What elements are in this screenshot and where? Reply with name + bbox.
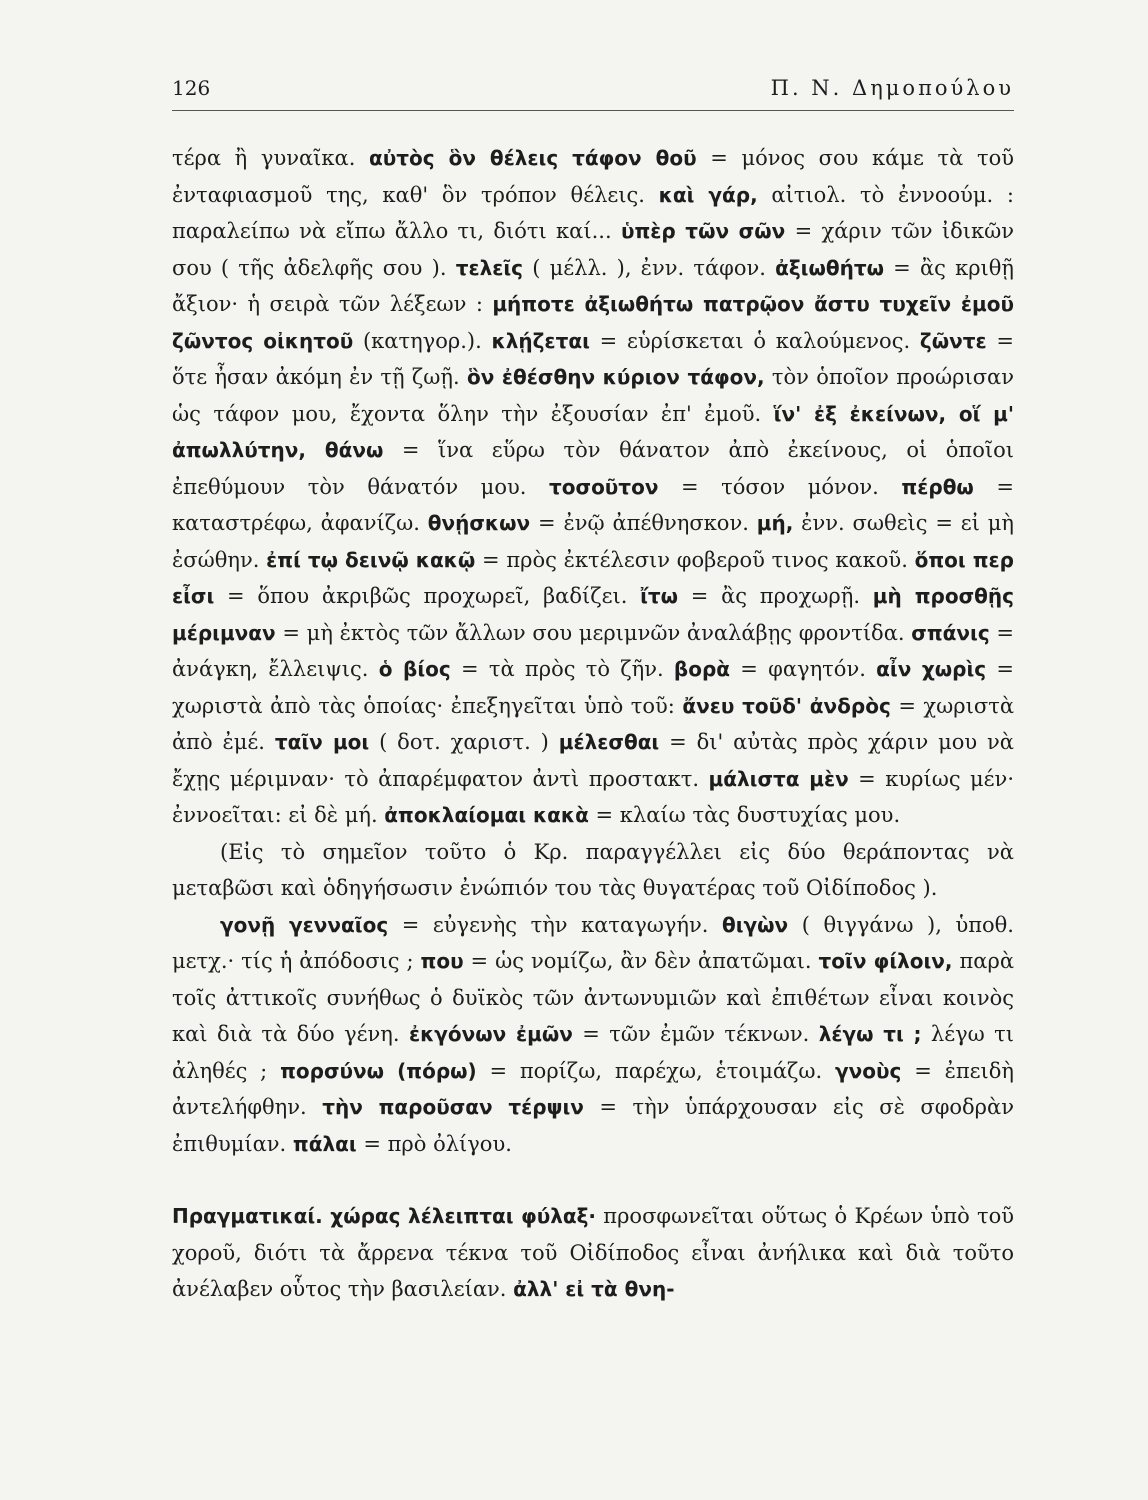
gloss-text: ( δοτ. χαριστ. )	[369, 730, 559, 754]
gloss-text: ἐνν. σωθεὶς = εἰ μὴ ἐσώθην.	[172, 511, 1014, 572]
lemma-term: τὴν παροῦσαν τέρψιν	[322, 1095, 584, 1119]
lemma-term: τοσοῦτον	[548, 474, 659, 499]
gloss-text: = πορίζω, παρέχω, ἑτοιμάζω.	[476, 1058, 836, 1083]
lemma-term: πάλαι	[292, 1131, 357, 1156]
gloss-text: = τὴν ὑπάρχουσαν εἰς σὲ σφοδρὰν ἐπιθυμίαν.	[172, 1095, 1014, 1156]
gloss-text: = ἂς κριθῇ ἄξιον· ἡ σειρὰ τῶν λέξεων :	[172, 255, 1015, 316]
gloss-text: = τῶν ἐμῶν τέκνων.	[572, 1022, 819, 1046]
lemma-term: βορὰ	[673, 657, 731, 681]
section-paragraph	[172, 1198, 1014, 1308]
gloss-text: = φαγητόν.	[730, 657, 877, 681]
lemma-term: ἀξιωθήτω	[775, 255, 884, 280]
lemma-term: ἀλλ' εἰ τὰ θνη-	[513, 1277, 675, 1301]
gloss-text: προσφωνεῖται οὕτως ὁ Κρέων ὑπὸ τοῦ χοροῦ, διότι τὰ ἄρρενα τέκνα τοῦ Οἰδίποδος εἶναι ἀνήλικα καὶ διὰ τοῦτο ἀνέλαβεν οὗτος τὴν βασιλείαν.	[172, 1204, 1014, 1301]
gloss-text: παρὰ τοῖς ἀττικοῖς συνήθως ὁ δυϊκὸς τῶν ἀντωνυμιῶν καὶ ἐπιθέτων εἶναι κοινὸς καὶ διὰ τὰ δύο γένη.	[172, 949, 1014, 1046]
lemma-term: μή,	[756, 511, 794, 535]
gloss-text: = ἐνῷ ἀπέθνησκον.	[530, 511, 757, 535]
gloss-text: ( θιγγάνω ), ὑποθ. μετχ.· τίς ἡ ἀπόδοσις ;	[172, 912, 1014, 973]
gloss-text: αἰτιολ. τὸ ἐννοούμ. : παραλείπω νὰ εἴπω ἄλλο τι, διότι καί...	[172, 182, 1014, 243]
body-text	[172, 140, 1014, 1308]
gloss-text: τέρα ἢ γυναῖκα.	[172, 146, 370, 170]
lemma-term: γνοὺς	[835, 1058, 902, 1083]
gloss-text: = ὡς νομίζω, ἂν δὲν ἀπατῶμαι.	[463, 949, 819, 973]
lemma-term: ἄνευ τοῦδ' ἀνδρὸς	[682, 693, 891, 718]
gloss-text: = μὴ ἐκτὸς τῶν ἄλλων σου μεριμνῶν ἀναλάβῃς φροντίδα.	[275, 620, 912, 645]
gloss-text: λέγω τι ἀληθές ;	[172, 1022, 1015, 1083]
lemma-term: μὴ προσθῇς μέριμναν	[172, 584, 1014, 645]
gloss-text: = ἀνάγκη, ἔλλειψις.	[172, 620, 1014, 681]
gloss-text: = δι' αὐτὰς πρὸς χάριν μου νὰ ἔχῃς μέριμναν· τὸ ἀπαρέμφατον ἀντὶ προστακτ.	[172, 730, 1014, 791]
lemma-term: κλῄζεται	[491, 328, 590, 353]
lemma-term: ἴτω	[640, 584, 679, 608]
lemma-term: γονῇ γενναῖος	[220, 912, 389, 937]
gloss-text: = εὑρίσκεται ὁ καλούμενος.	[589, 328, 920, 353]
lemma-term: θνῄσκων	[427, 511, 531, 535]
gloss-text: ( μέλλ. ), ἐνν. τάφον.	[523, 255, 776, 280]
lemma-term: τοῖν φίλοιν,	[818, 949, 953, 973]
gloss-text: = ἵνα εὕρω τὸν θάνατον ἀπὸ ἐκείνους, οἱ ὁποῖοι ἐπεθύμουν τὸν θάνατόν μου.	[172, 438, 1014, 499]
gloss-text: = χωριστὰ ἀπὸ ἐμέ.	[172, 693, 1014, 754]
lemma-term: που	[420, 949, 464, 973]
gloss-text: = ὅπου ἀκριβῶς προχωρεῖ, βαδίζει.	[214, 584, 641, 608]
lemma-term: ἵν' ἐξ ἐκείνων, οἵ μ' ἀπωλλύτην, θάνω	[172, 401, 1014, 462]
running-title: Π. Ν. Δημοπούλου	[770, 76, 1014, 100]
gloss-text: = κυρίως μέν· ἐννοεῖται: εἰ δὲ μή.	[172, 766, 1015, 827]
lemma-term: αἶν χωρὶς	[876, 657, 987, 681]
lemma-term: ταῖν μοι	[274, 730, 370, 754]
lemma-term: μάλιστα μὲν	[708, 766, 849, 791]
gloss-text: = τὰ πρὸς τὸ ζῆν.	[450, 657, 674, 681]
lemma-term: αὐτὸς ὃν θέλεις τάφον θοῦ	[369, 146, 697, 170]
lemma-term: ὑπὲρ τῶν σῶν	[620, 219, 786, 243]
commentary-paragraph	[172, 907, 1014, 1163]
lemma-term: ἐκγόνων ἐμῶν	[408, 1022, 573, 1046]
commentary-paragraph	[172, 140, 1014, 834]
gloss-text: (Εἰς τὸ σημεῖον τοῦτο ὁ Κρ. παραγγέλλει εἰς δύο θεράποντας νὰ μεταβῶσι καὶ ὁδηγήσωσιν ἐνώπιόν του τὰς θυγατέρας τοῦ Οἰδίποδος ).	[172, 839, 1014, 900]
lemma-term: Πραγματικαί. χώρας λέλειπται φύλαξ·	[172, 1204, 597, 1228]
gloss-text: = τόσον μόνον.	[658, 474, 902, 499]
lemma-term: λέγω τι ;	[818, 1022, 922, 1046]
gloss-text: (κατηγορ.).	[353, 328, 492, 353]
gloss-text: = ὅτε ἦσαν ἀκόμη ἐν τῇ ζωῇ.	[172, 328, 1014, 389]
lemma-term: μέλεσθαι	[558, 730, 660, 754]
gloss-text: = κλαίω τὰς δυστυχίας μου.	[588, 803, 901, 827]
lemma-term: ὅποι περ εἶσι	[172, 547, 1014, 608]
gloss-text: = καταστρέφω, ἀφανίζω.	[172, 474, 1014, 535]
stage-note-paragraph	[172, 834, 1014, 907]
gloss-text: = χωριστὰ ἀπὸ τὰς ὁποίας· ἐπεξηγεῖται ὑπὸ τοῦ:	[172, 657, 1014, 718]
lemma-term: ζῶντε	[919, 328, 987, 353]
gloss-text: = ἂς προχωρῇ.	[678, 584, 873, 608]
lemma-term: καὶ γάρ,	[658, 182, 758, 207]
gloss-text: τὸν ὁποῖον προώρισαν ὡς τάφον μου, ἔχοντα ὅλην τὴν ἐξουσίαν ἐπ' ἐμοῦ.	[172, 365, 1015, 426]
lemma-term: ἐπί τῳ δεινῷ κακῷ	[266, 547, 476, 572]
lemma-term: σπάνις	[911, 620, 990, 645]
lemma-term: πορσύνω (πόρω)	[280, 1058, 477, 1083]
gloss-text: = χάριν τῶν ἰδικῶν σου ( τῆς ἀδελφῆς σου ).	[172, 219, 1014, 280]
lemma-term: ὃν ἐθέσθην κύριον τάφον,	[466, 365, 765, 389]
gloss-text: = πρὸς ἐκτέλεσιν φοβεροῦ τινος κακοῦ.	[475, 547, 915, 572]
lemma-term: θιγὼν	[722, 912, 789, 937]
gloss-text: = εὐγενὴς τὴν καταγωγήν.	[388, 912, 722, 937]
lemma-term: ὁ βίος	[378, 657, 451, 681]
lemma-term: μήποτε ἀξιωθήτω πατρῷον ἄστυ τυχεῖν ἐμοῦ ζῶντος οἰκητοῦ	[172, 292, 1014, 353]
lemma-term: πέρθω	[901, 474, 974, 499]
lemma-term: τελεῖς	[455, 255, 524, 280]
gloss-text: = ἐπειδὴ ἀντελήφθην.	[172, 1058, 1015, 1119]
gloss-text: = μόνος σου κάμε τὰ τοῦ ἐνταφιασμοῦ της, καθ' ὃν τρόπον θέλεις.	[172, 146, 1014, 207]
gloss-text: = πρὸ ὀλίγου.	[356, 1131, 512, 1156]
page-number: 126	[172, 76, 211, 100]
lemma-term: ἀποκλαίομαι κακὰ	[384, 803, 589, 827]
page-header	[172, 74, 1014, 111]
